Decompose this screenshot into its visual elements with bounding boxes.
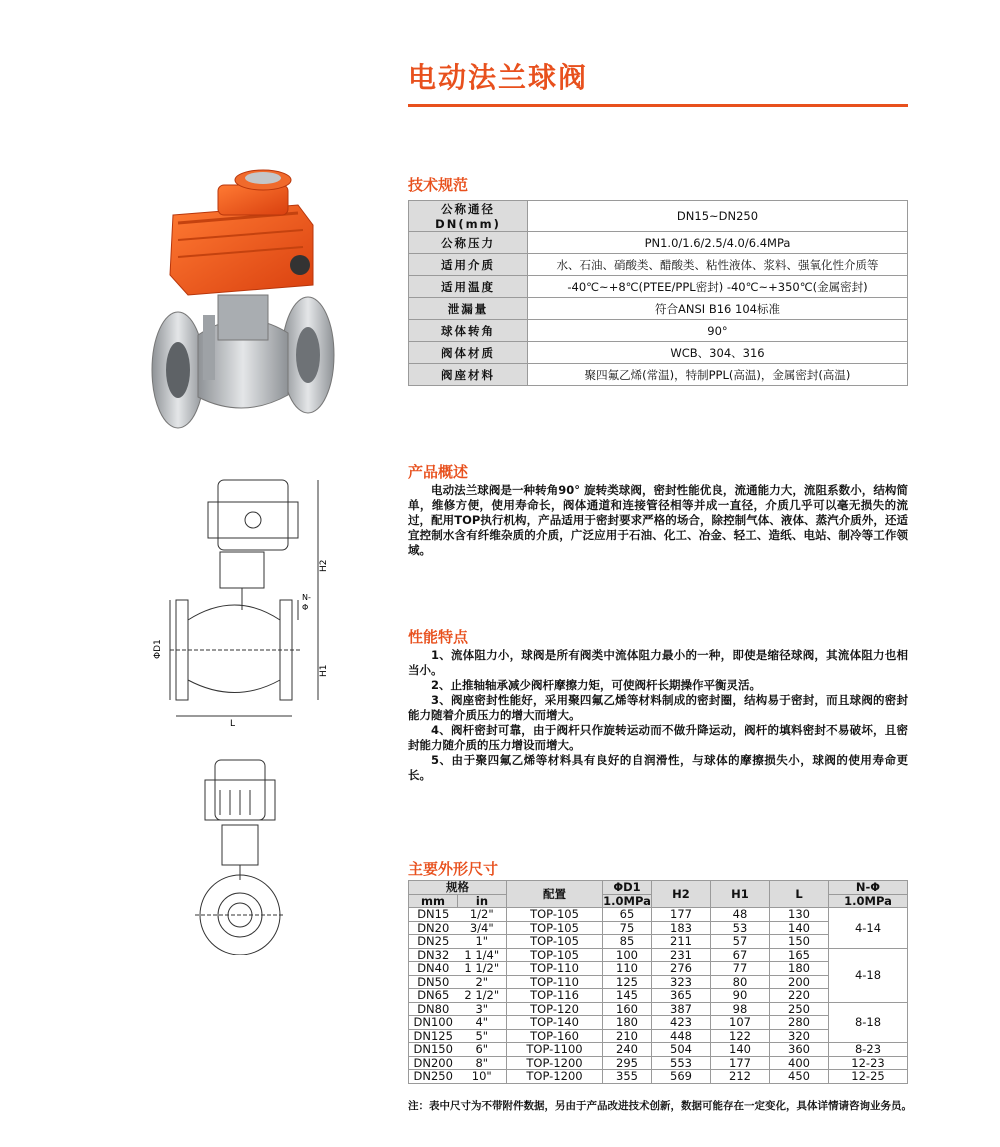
table-row <box>409 908 908 922</box>
cell-in: 2 1/2" <box>458 989 507 1003</box>
cell-in: 1 1/2" <box>458 962 507 976</box>
spec-row <box>409 276 908 298</box>
spec-row <box>409 232 908 254</box>
cell-h1: 90 <box>711 989 770 1003</box>
cell-h1: 107 <box>711 1016 770 1030</box>
overview-text: 电动法兰球阀是一种转角90° 旋转类球阀，密封性能优良，流通能力大，流阻系数小，结构简单，维修方便，使用寿命长，阀体通道和连接管径相等并成一直径，介质几乎可以毫无损失的流过，配用TOP执行机构，产品适用于密封要求严格的场合，除控制气体、液体、蒸汽介质外，还适宜控制水含有纤维杂质的介质，广泛应用于石油、化工、冶金、轻工、造纸、电站、制冷等工作领域。 <box>408 483 908 557</box>
cell-h2: 177 <box>652 908 711 922</box>
section-title-dimensions: 主要外形尺寸 <box>408 860 499 878</box>
cell-h1: 98 <box>711 1002 770 1016</box>
cell-l: 200 <box>770 975 829 989</box>
cell-config: TOP-110 <box>507 962 603 976</box>
cell-l: 180 <box>770 962 829 976</box>
cell-d1: 240 <box>603 1043 652 1057</box>
cell-in: 10" <box>458 1070 507 1084</box>
cell-config: TOP-105 <box>507 908 603 922</box>
cell-nphi: 12-25 <box>829 1070 908 1084</box>
header-nphi-sub: 1.0MPa <box>829 894 908 908</box>
cell-config: TOP-140 <box>507 1016 603 1030</box>
cell-d1: 75 <box>603 921 652 935</box>
cell-h2: 569 <box>652 1070 711 1084</box>
end-view-drawing <box>190 755 300 955</box>
cell-l: 360 <box>770 1043 829 1057</box>
cell-mm: DN25 <box>409 935 458 949</box>
header-h2: H2 <box>652 881 711 908</box>
feature-item: 4、阀杆密封可靠，由于阀杆只作旋转运动而不做升降运动，阀杆的填料密封不易破坏，且密封能力随介质的压力增设而增大。 <box>408 723 908 752</box>
cell-config: TOP-1200 <box>507 1056 603 1070</box>
cell-in: 2" <box>458 975 507 989</box>
dimension-drawing <box>150 470 340 730</box>
cell-mm: DN125 <box>409 1029 458 1043</box>
cell-h2: 323 <box>652 975 711 989</box>
cell-config: TOP-105 <box>507 921 603 935</box>
cell-in: 1" <box>458 935 507 949</box>
cell-h1: 212 <box>711 1070 770 1084</box>
spec-key: 公称压力 <box>409 232 528 254</box>
cell-h2: 211 <box>652 935 711 949</box>
cell-h2: 183 <box>652 921 711 935</box>
cell-mm: DN100 <box>409 1016 458 1030</box>
cell-in: 8" <box>458 1056 507 1070</box>
cell-l: 400 <box>770 1056 829 1070</box>
table-row <box>409 1056 908 1070</box>
cell-config: TOP-120 <box>507 1002 603 1016</box>
cell-mm: DN200 <box>409 1056 458 1070</box>
cell-d1: 145 <box>603 989 652 1003</box>
cell-l: 150 <box>770 935 829 949</box>
cell-h2: 423 <box>652 1016 711 1030</box>
spec-value: 符合ANSI B16 104标准 <box>528 298 908 320</box>
cell-d1: 110 <box>603 962 652 976</box>
cell-h2: 448 <box>652 1029 711 1043</box>
section-title-overview: 产品概述 <box>408 463 469 481</box>
spec-row <box>409 364 908 386</box>
cell-h1: 77 <box>711 962 770 976</box>
cell-l: 140 <box>770 921 829 935</box>
feature-item: 3、阀座密封性能好，采用聚四氟乙烯等材料制成的密封圈，结构易于密封，而且球阀的密封能力随着介质压力的增大而增大。 <box>408 693 908 722</box>
cell-nphi: 8-23 <box>829 1043 908 1057</box>
cell-l: 130 <box>770 908 829 922</box>
cell-mm: DN32 <box>409 948 458 962</box>
cell-l: 450 <box>770 1070 829 1084</box>
cell-h2: 553 <box>652 1056 711 1070</box>
spec-value: PN1.0/1.6/2.5/4.0/6.4MPa <box>528 232 908 254</box>
cell-h1: 80 <box>711 975 770 989</box>
header-l: L <box>770 881 829 908</box>
feature-item: 5、由于聚四氟乙烯等材料具有良好的自润滑性，与球体的摩擦损失小，球阀的使用寿命更长。 <box>408 753 908 782</box>
header-d1: ΦD1 <box>603 881 652 895</box>
spec-row <box>409 298 908 320</box>
spec-key: 泄漏量 <box>409 298 528 320</box>
cell-d1: 160 <box>603 1002 652 1016</box>
page-title: 电动法兰球阀 <box>408 61 589 94</box>
feature-item: 1、流体阻力小，球阀是所有阀类中流体阻力最小的一种，即使是缩径球阀，其流体阻力也相当小。 <box>408 648 908 677</box>
cell-d1: 355 <box>603 1070 652 1084</box>
header-h1: H1 <box>711 881 770 908</box>
cell-mm: DN80 <box>409 1002 458 1016</box>
cell-d1: 65 <box>603 908 652 922</box>
cell-config: TOP-160 <box>507 1029 603 1043</box>
spec-key: 阀座材料 <box>409 364 528 386</box>
cell-in: 3" <box>458 1002 507 1016</box>
cell-l: 250 <box>770 1002 829 1016</box>
cell-h1: 48 <box>711 908 770 922</box>
cell-nphi: 8-18 <box>829 1002 908 1043</box>
cell-h1: 67 <box>711 948 770 962</box>
spec-value: 水、石油、硝酸类、醋酸类、粘性液体、浆料、强氧化性介质等 <box>528 254 908 276</box>
cell-h1: 53 <box>711 921 770 935</box>
spec-key: 公称通径DN(mm) <box>409 201 528 232</box>
cell-l: 320 <box>770 1029 829 1043</box>
section-title-spec: 技术规范 <box>408 176 469 194</box>
cell-in: 6" <box>458 1043 507 1057</box>
cell-l: 165 <box>770 948 829 962</box>
table-row <box>409 1070 908 1084</box>
cell-config: TOP-105 <box>507 948 603 962</box>
cell-d1: 210 <box>603 1029 652 1043</box>
title-divider <box>408 104 908 107</box>
cell-nphi: 4-14 <box>829 908 908 949</box>
cell-l: 220 <box>770 989 829 1003</box>
header-spec: 规格 <box>409 881 507 895</box>
cell-in: 5" <box>458 1029 507 1043</box>
spec-key: 适用温度 <box>409 276 528 298</box>
spec-row <box>409 254 908 276</box>
label-h1: H1 <box>319 664 329 677</box>
cell-mm: DN20 <box>409 921 458 935</box>
cell-h1: 177 <box>711 1056 770 1070</box>
spec-value: WCB、304、316 <box>528 342 908 364</box>
header-d1-sub: 1.0MPa <box>603 893 651 908</box>
cell-in: 4" <box>458 1016 507 1030</box>
cell-in: 1/2" <box>458 908 507 922</box>
label-d1: ΦD1 <box>153 639 163 659</box>
header-config: 配置 <box>507 881 603 908</box>
cell-config: TOP-1200 <box>507 1070 603 1084</box>
dimensions-table <box>408 880 908 1084</box>
label-n: N- <box>302 593 311 602</box>
cell-h1: 57 <box>711 935 770 949</box>
cell-in: 1 1/4" <box>458 948 507 962</box>
table-row <box>409 1002 908 1016</box>
cell-d1: 85 <box>603 935 652 949</box>
cell-config: TOP-105 <box>507 935 603 949</box>
cell-d1: 100 <box>603 948 652 962</box>
header-in: in <box>458 894 507 908</box>
cell-nphi: 12-23 <box>829 1056 908 1070</box>
cell-mm: DN40 <box>409 962 458 976</box>
cell-d1: 295 <box>603 1056 652 1070</box>
cell-h2: 276 <box>652 962 711 976</box>
cell-h2: 504 <box>652 1043 711 1057</box>
cell-config: TOP-110 <box>507 975 603 989</box>
header-mm: mm <box>409 894 458 908</box>
cell-h1: 140 <box>711 1043 770 1057</box>
spec-row <box>409 342 908 364</box>
header-nphi: N-Φ <box>829 881 908 895</box>
valve-photo <box>148 165 338 440</box>
cell-d1: 125 <box>603 975 652 989</box>
cell-mm: DN150 <box>409 1043 458 1057</box>
cell-mm: DN65 <box>409 989 458 1003</box>
cell-l: 280 <box>770 1016 829 1030</box>
spec-key: 球体转角 <box>409 320 528 342</box>
label-l: L <box>230 719 236 729</box>
feature-item: 2、止推轴轴承减少阀杆摩擦力矩，可使阀杆长期操作平衡灵活。 <box>431 678 761 692</box>
cell-mm: DN50 <box>409 975 458 989</box>
features-list <box>408 648 908 783</box>
spec-row <box>409 320 908 342</box>
cell-h1: 122 <box>711 1029 770 1043</box>
cell-config: TOP-1100 <box>507 1043 603 1057</box>
cell-mm: DN15 <box>409 908 458 922</box>
cell-h2: 231 <box>652 948 711 962</box>
cell-in: 3/4" <box>458 921 507 935</box>
cell-h2: 365 <box>652 989 711 1003</box>
table-row <box>409 1043 908 1057</box>
spec-row <box>409 201 908 232</box>
cell-h2: 387 <box>652 1002 711 1016</box>
cell-config: TOP-116 <box>507 989 603 1003</box>
table-row <box>409 948 908 962</box>
label-h2: H2 <box>319 559 329 572</box>
footnote: 注：表中尺寸为不带附件数据，另由于产品改进技术创新，数据可能存在一定变化，具体详情请咨询业务员。 <box>408 1100 912 1112</box>
section-title-features: 性能特点 <box>408 628 469 646</box>
spec-key: 阀体材质 <box>409 342 528 364</box>
spec-key: 适用介质 <box>409 254 528 276</box>
spec-table <box>408 200 908 386</box>
spec-value: 聚四氟乙烯(常温)，特制PPL(高温)，金属密封(高温) <box>528 364 908 386</box>
cell-mm: DN250 <box>409 1070 458 1084</box>
spec-value: 90° <box>528 320 908 342</box>
cell-nphi: 4-18 <box>829 948 908 1002</box>
cell-d1: 180 <box>603 1016 652 1030</box>
spec-value: -40℃~+8℃(PTEE/PPL密封) -40℃~+350℃(金属密封) <box>528 276 908 298</box>
label-phi: Φ <box>302 603 309 612</box>
spec-value: DN15~DN250 <box>528 201 908 232</box>
